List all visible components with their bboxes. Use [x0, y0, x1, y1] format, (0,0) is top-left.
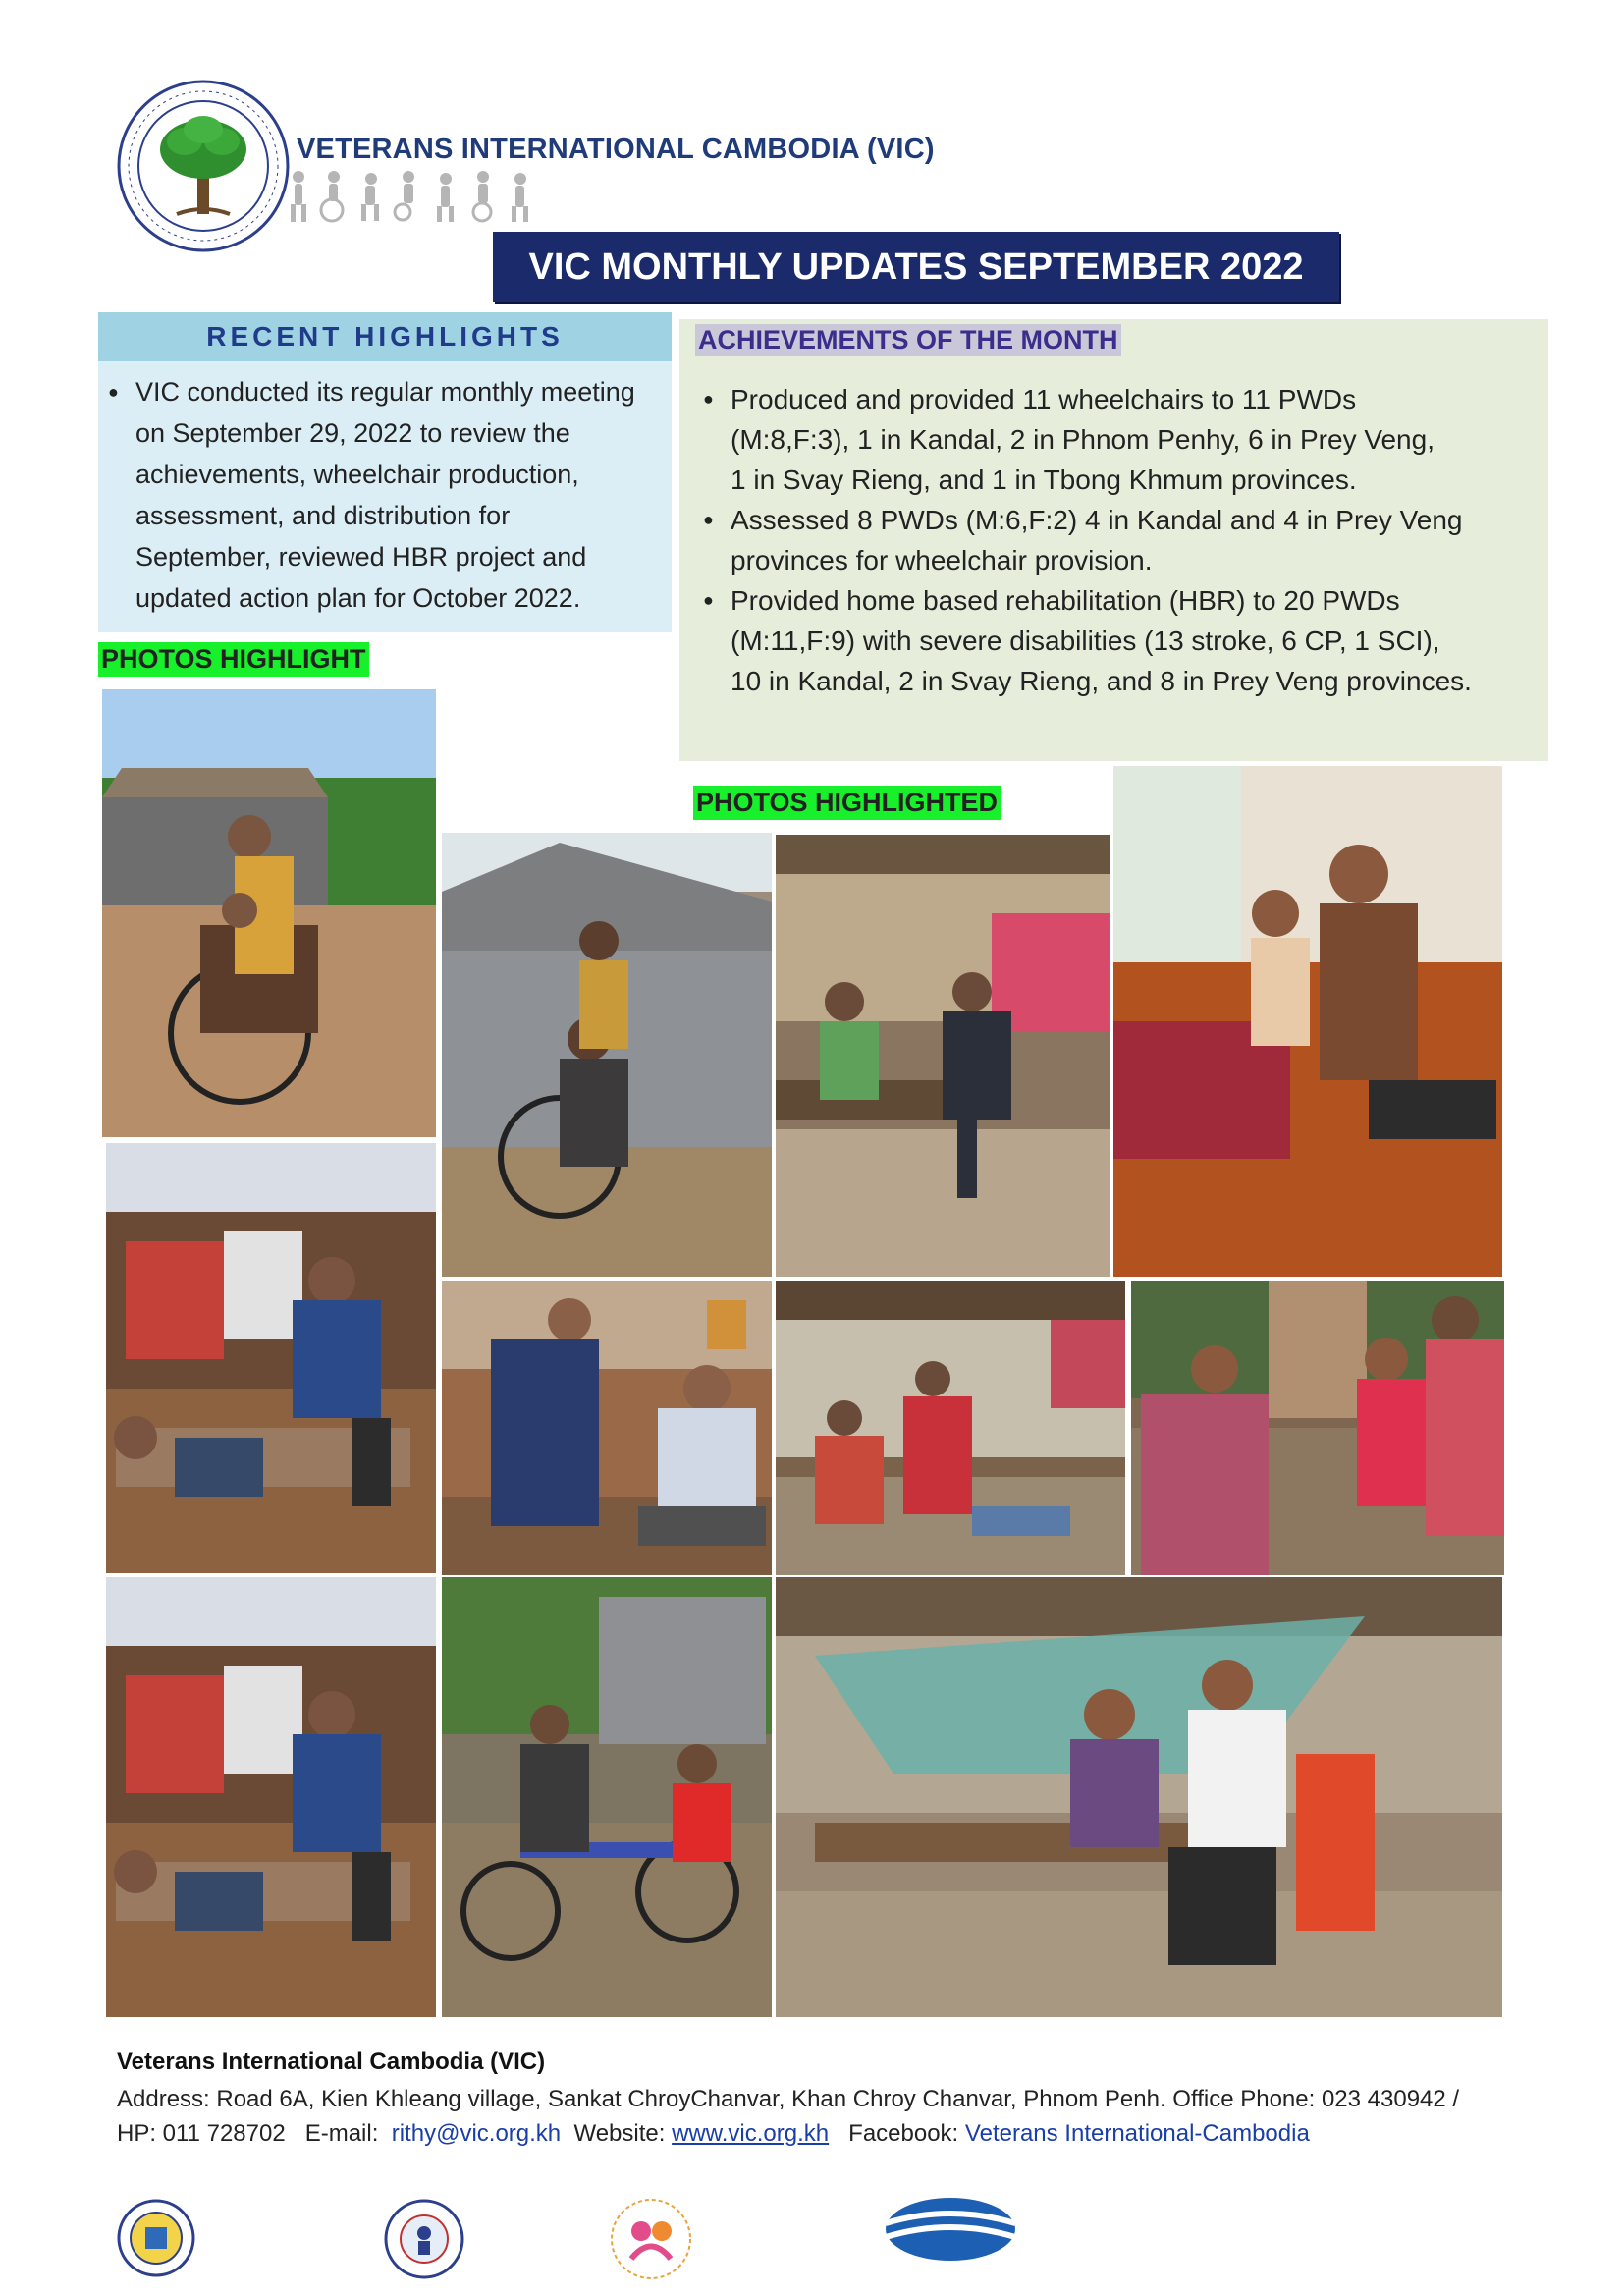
recent-highlights-list	[108, 371, 668, 619]
photo-child-exam-floor	[1113, 766, 1502, 1277]
text-line: achievements, wheelchair production,	[135, 460, 579, 489]
facebook-link[interactable]: Veterans International-Cambodia	[964, 2120, 1310, 2147]
footer-hp: HP: 011 728702	[117, 2120, 286, 2147]
text-line: updated action plan for October 2022.	[135, 583, 581, 613]
photo-assessment-hammock	[776, 835, 1110, 1277]
text-line: VIC conducted its regular monthly meeting	[135, 377, 635, 407]
list-item	[703, 379, 1538, 500]
bullet-icon: ●	[108, 382, 119, 402]
photo-seated-exam	[442, 1281, 772, 1575]
text-line: 10 in Kandal, 2 in Svay Rieng, and 8 in Prey Veng provinces.	[731, 666, 1472, 696]
text-line: provinces for wheelchair provision.	[731, 545, 1153, 575]
website-label: Website:	[573, 2120, 666, 2147]
nihon-reuse-system-logo	[862, 2194, 1039, 2286]
partner-seal-logo-1-icon	[116, 2198, 196, 2278]
achievements-list	[703, 379, 1538, 701]
photos-highlighted-label: PHOTOS HIGHLIGHTED	[693, 786, 1001, 820]
photo-girl-therapy	[1131, 1281, 1504, 1575]
org-name: VETERANS INTERNATIONAL CAMBODIA (VIC)	[297, 134, 935, 165]
footer-org-name: Veterans International Cambodia (VIC)	[117, 2049, 546, 2075]
vic-logo	[116, 79, 291, 253]
text-line: Provided home based rehabilitation (HBR) to 20 PWDs	[731, 585, 1400, 616]
footer-contact	[117, 2082, 1531, 2151]
gupta-family-foundation-logo	[597, 2190, 705, 2288]
text-line: on September 29, 2022 to review the	[135, 418, 570, 448]
footer-address: Address: Road 6A, Kien Khleang village, Sankat ChroyChanvar, Khan Chroy Chanvar, Phnom Penh. Office Phone: 023 430942 /	[117, 2086, 1460, 2112]
footer-contact-line	[117, 2116, 1531, 2151]
photo-wheelchair-outdoor	[102, 689, 436, 1137]
text-line: (M:11,F:9) with severe disabilities (13 stroke, 6 CP, 1 SCI),	[731, 626, 1440, 656]
photos-highlight-label: PHOTOS HIGHLIGHT	[98, 642, 369, 677]
email-link[interactable]: rithy@vic.org.kh	[391, 2120, 562, 2147]
text-line: Assessed 8 PWDs (M:6,F:2) 4 in Kandal and 4 in Prey Veng	[731, 505, 1463, 535]
page-title: VIC MONTHLY UPDATES SEPTEMBER 2022	[493, 232, 1339, 302]
photo-wheelchair-shed	[442, 833, 772, 1277]
vic-tree-seal-logo-icon	[116, 79, 291, 253]
text-line: assessment, and distribution for	[135, 501, 511, 530]
text-line: Produced and provided 11 wheelchairs to 11 PWDs	[731, 384, 1357, 414]
text-line: (M:8,F:3), 1 in Kandal, 2 in Phnom Penhy, 6 in Prey Veng,	[731, 424, 1435, 455]
photo-tricycle-wheelchair	[442, 1577, 772, 2017]
disability-figures-icon	[287, 167, 542, 224]
text-line: September, reviewed HBR project and	[135, 542, 587, 572]
facebook-label: Facebook:	[848, 2120, 959, 2147]
photo-hbr-lying-1	[106, 1143, 436, 1573]
list-item	[703, 580, 1538, 701]
recent-highlights-heading: RECENT HIGHLIGHTS	[98, 312, 672, 361]
partner-seal-logo-2-icon	[383, 2198, 465, 2280]
list-item	[703, 500, 1538, 580]
gupta-family-foundation-icon	[597, 2190, 705, 2288]
bullet-icon: ●	[703, 510, 714, 529]
partner-logos	[116, 2198, 1049, 2286]
nihon-reuse-system-icon	[862, 2194, 1039, 2265]
bullet-icon: ●	[703, 389, 714, 409]
list-item	[108, 371, 668, 619]
photo-group-under-house	[776, 1281, 1125, 1575]
bullet-icon: ●	[703, 590, 714, 610]
text-line: 1 in Svay Rieng, and 1 in Tbong Khmum provinces.	[731, 465, 1357, 495]
achievements-heading: ACHIEVEMENTS OF THE MONTH	[695, 324, 1121, 356]
website-link[interactable]: www.vic.org.kh	[672, 2120, 830, 2147]
photo-hbr-lying-2	[106, 1577, 436, 2017]
email-label: E-mail:	[304, 2120, 379, 2147]
photo-elderly-checkup	[776, 1577, 1502, 2017]
